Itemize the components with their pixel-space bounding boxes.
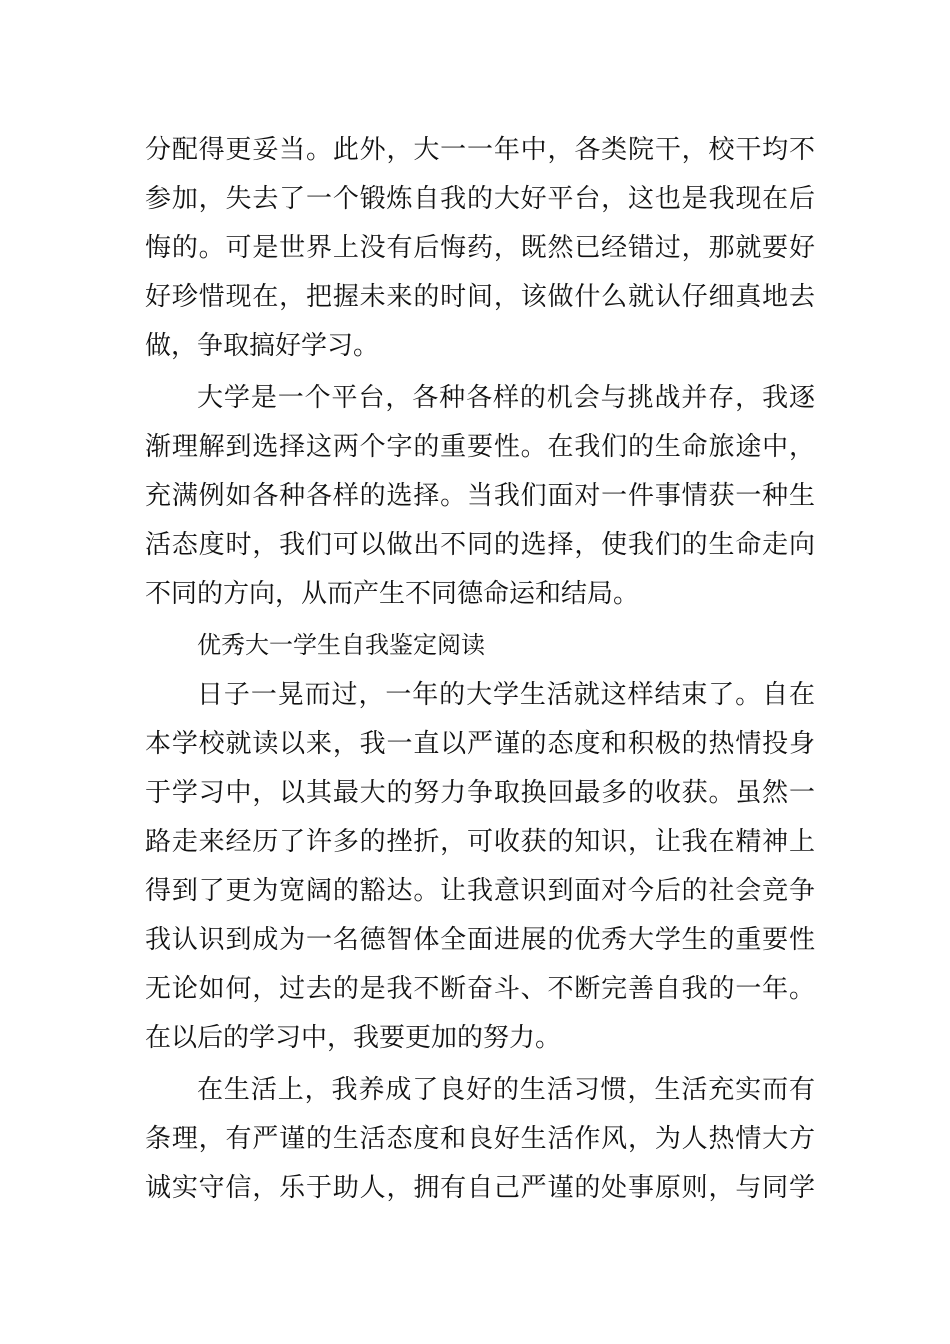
text-line: 路走来经历了许多的挫折，可收获的知识，让我在精神上 — [145, 827, 815, 857]
text-line: 好珍惜现在，把握未来的时间，该做什么就认仔细真地去 — [145, 282, 815, 312]
text-line: 无论如何，过去的是我不断奋斗、不断完善自我的一年。 — [145, 974, 815, 1004]
text-line: 悔的。可是世界上没有后悔药，既然已经错过，那就要好 — [145, 233, 815, 263]
text-line: 分配得更妥当。此外，大一一年中，各类院干，校干均不 — [145, 135, 815, 165]
text-line: 本学校就读以来，我一直以严谨的态度和积极的热情投身 — [145, 729, 815, 759]
text-line: 于学习中，以其最大的努力争取换回最多的收获。虽然一 — [145, 778, 815, 808]
text-line: 得到了更为宽阔的豁达。让我意识到面对今后的社会竞争 — [145, 876, 815, 906]
paragraph-first-line: 大学是一个平台，各种各样的机会与挑战并存，我逐 — [197, 383, 815, 413]
paragraph-first-line: 日子一晃而过，一年的大学生活就这样结束了。自在 — [197, 680, 815, 710]
text-line: 条理，有严谨的生活态度和良好生活作风，为人热情大方 — [145, 1124, 815, 1154]
section-heading: 优秀大一学生自我鉴定阅读 — [197, 631, 485, 659]
text-line: 充满例如各种各样的选择。当我们面对一件事情获一种生 — [145, 481, 815, 511]
text-line: 不同的方向，从而产生不同德命运和结局。 — [145, 579, 640, 609]
text-line: 做，争取搞好学习。 — [145, 331, 380, 361]
paragraph-first-line: 在生活上，我养成了良好的生活习惯，生活充实而有 — [197, 1075, 815, 1105]
text-line: 渐理解到选择这两个字的重要性。在我们的生命旅途中， — [145, 432, 815, 462]
text-line: 我认识到成为一名德智体全面进展的优秀大学生的重要性 — [145, 925, 815, 955]
text-line: 在以后的学习中，我要更加的努力。 — [145, 1023, 562, 1053]
text-line: 参加，失去了一个锻炼自我的大好平台，这也是我现在后 — [145, 184, 815, 214]
text-line: 诚实守信，乐于助人，拥有自己严谨的处事原则，与同学 — [145, 1173, 815, 1203]
text-line: 活态度时，我们可以做出不同的选择，使我们的生命走向 — [145, 530, 815, 560]
